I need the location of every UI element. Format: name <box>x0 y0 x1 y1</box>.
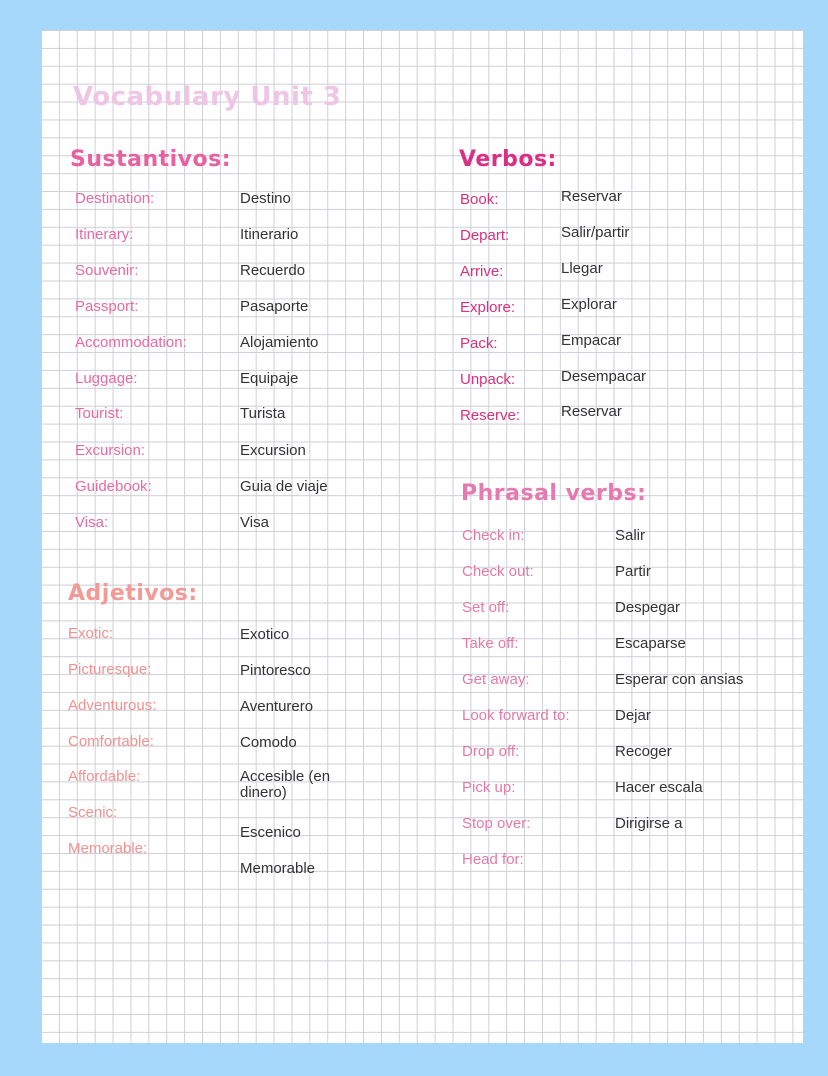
adjetivo-term: Exotic: <box>68 625 114 642</box>
verbo-term: Reserve: <box>460 407 521 424</box>
adjetivo-term: Affordable: <box>68 768 141 785</box>
sustantivo-term: Destination: <box>75 190 155 207</box>
sustantivo-term: Tourist: <box>75 405 124 422</box>
heading-sustantivos: Sustantivos: <box>70 147 232 172</box>
sustantivo-translation: Guia de viaje <box>240 478 328 495</box>
adjetivo-term: Memorable: <box>68 840 148 857</box>
sustantivo-term: Souvenir: <box>75 262 139 279</box>
phrasal-term: Check in: <box>462 527 525 544</box>
adjetivo-translation: Exotico <box>240 626 290 643</box>
phrasal-translation: Esperar con ansias <box>615 671 744 688</box>
adjetivo-translation: Escenico <box>240 824 301 841</box>
adjetivo-translation: Aventurero <box>240 698 314 715</box>
verbo-translation: Explorar <box>561 296 617 313</box>
sustantivo-term: Luggage: <box>75 370 138 387</box>
adjetivo-translation: Comodo <box>240 734 297 751</box>
phrasal-translation: Partir <box>615 563 651 580</box>
adjetivo-translation: Pintoresco <box>240 662 311 679</box>
sustantivo-term: Passport: <box>75 298 139 315</box>
heading-verbos: Verbos: <box>459 147 557 172</box>
verbo-term: Book: <box>460 191 499 208</box>
verbo-term: Pack: <box>460 335 498 352</box>
phrasal-translation: Salir <box>615 527 646 544</box>
verbo-term: Depart: <box>460 227 510 244</box>
heading-adjetivos: Adjetivos: <box>68 581 198 606</box>
phrasal-translation: Despegar <box>615 599 681 616</box>
phrasal-term: Stop over: <box>462 815 531 832</box>
adjetivo-term: Adventurous: <box>68 697 157 714</box>
phrasal-term: Pick up: <box>462 779 516 796</box>
phrasal-term: Drop off: <box>462 743 520 760</box>
sustantivo-translation: Excursion <box>240 442 306 459</box>
phrasal-translation: Hacer escala <box>615 779 703 796</box>
sustantivo-term: Accommodation: <box>75 334 187 351</box>
verbo-translation: Reservar <box>561 403 622 420</box>
sustantivo-term: Itinerary: <box>75 226 134 243</box>
heading-phrasal-verbs: Phrasal verbs: <box>461 481 647 506</box>
phrasal-term: Check out: <box>462 563 534 580</box>
phrasal-translation: Recoger <box>615 743 672 760</box>
grid-paper <box>41 30 803 1043</box>
sustantivo-translation: Turista <box>240 405 286 422</box>
phrasal-translation: Dirigirse a <box>615 815 683 832</box>
sustantivo-translation: Alojamiento <box>240 334 319 351</box>
sustantivo-term: Visa: <box>75 514 109 531</box>
verbo-translation: Desempacar <box>561 368 647 385</box>
phrasal-translation: Dejar <box>615 707 651 724</box>
page-title: Vocabulary Unit 3 <box>73 82 342 112</box>
verbo-translation: Salir/partir <box>561 224 630 241</box>
sustantivo-term: Guidebook: <box>75 478 152 495</box>
sustantivo-translation: Recuerdo <box>240 262 306 279</box>
verbo-translation: Reservar <box>561 188 622 205</box>
sustantivo-translation: Pasaporte <box>240 298 309 315</box>
sustantivo-translation: Destino <box>240 190 291 207</box>
phrasal-term: Set off: <box>462 599 510 616</box>
verbo-term: Explore: <box>460 299 516 316</box>
verbo-translation: Empacar <box>561 332 622 349</box>
adjetivo-translation: Accesible (en dinero) <box>240 768 331 801</box>
sustantivo-translation: Itinerario <box>240 226 299 243</box>
sustantivo-translation: Equipaje <box>240 370 299 387</box>
phrasal-translation: Escaparse <box>615 635 686 652</box>
verbo-translation: Llegar <box>561 260 603 277</box>
phrasal-term: Head for: <box>462 851 524 868</box>
sustantivo-translation: Visa <box>240 514 269 531</box>
verbo-term: Unpack: <box>460 371 516 388</box>
adjetivo-translation: Memorable <box>240 860 316 877</box>
phrasal-term: Get away: <box>462 671 530 688</box>
verbo-term: Arrive: <box>460 263 504 280</box>
adjetivo-term: Scenic: <box>68 804 118 821</box>
adjetivo-term: Picturesque: <box>68 661 152 678</box>
sustantivo-term: Excursion: <box>75 442 146 459</box>
phrasal-term: Look forward to: <box>462 707 570 724</box>
phrasal-term: Take off: <box>462 635 519 652</box>
adjetivo-term: Comfortable: <box>68 733 154 750</box>
